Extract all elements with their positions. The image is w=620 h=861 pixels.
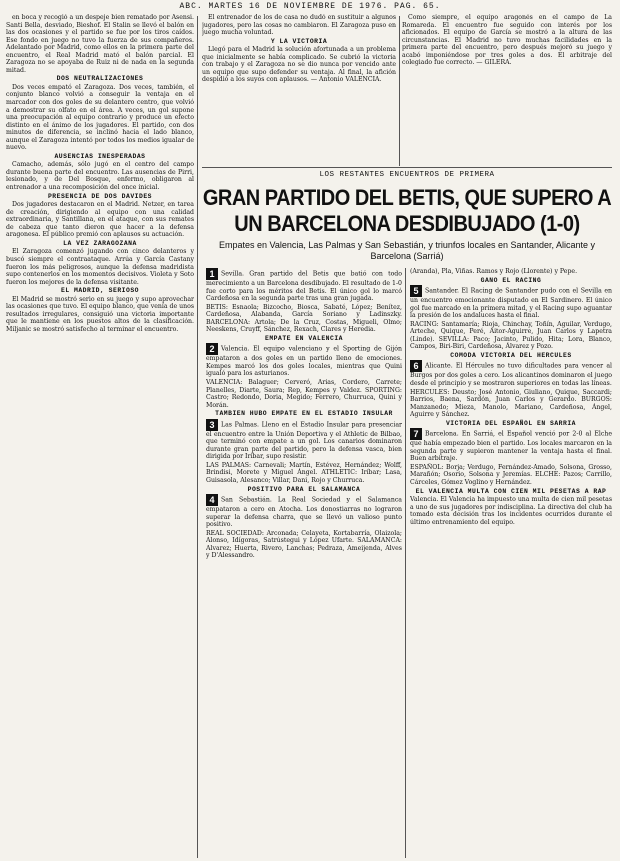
lineups: VALENCIA: Balaguer; Cerveró, Arias, Cordero, Carrete; Planelles, Diarte, Saura; Rep, Kempes y Valdez. SPORTING: Castro; Redondo, Doria, Megido; Ferrero, Churruca, Quini y Morán.: [206, 379, 402, 409]
lineups: BETIS: Esnaola; Bizcocho, Biosca, Sabaté, López; Benítez, Cardeñosa, Alabanda, García Soriano y Ladinszky. BARCELONA: Artola; De la Cruz, Costas, Migueli, Olmo; Neeskens, Cruyff, Sánchez, Rexach, Clares y Heredia.: [206, 303, 402, 334]
subheading: AUSENCIAS INESPERADAS: [54, 152, 146, 160]
paragraph: 6 Alicante. El Hércules no tuvo dificultades para vencer al Burgos por dos goles a cero. Los alicantinos dominaron el juego desde el principio y se mostraron superiores en todas las líneas.: [410, 361, 612, 388]
paragraph: Dos jugadores destacaron en el Madrid. Netzer, en tarea de creación, dirigiendo al equipo con una calidad extraordinaria, y Santillana, en el ataque, con sus remates de cabeza que tanto dieron que hacer a la defensa aragonesa. El público premió con aplausos su actuación.: [6, 201, 194, 239]
paragraph: Camacho, además, sólo jugó en el centro del campo durante buena parte del encuentro. Las ausencias de Pirri, lesionado, y de Del Bosque, enfermo, obligaron al entrenador a una recomposición del once inicial.: [6, 161, 194, 192]
paragraph: 1 Sevilla. Gran partido del Betis que batió con todo merecimiento a un Barcelona desdibujado. El resultado de 1-0 fue corto para los méritos del Betis. El único gol lo marcó Cardeñosa en la segunda parte tras una gran jugada.: [206, 269, 402, 303]
match-number-badge: 2: [206, 343, 218, 355]
paragraph: El Madrid se mostró serio en su juego y supo aprovechar las ocasiones que tuvo. El equipo blanco, que venía de unos resultados irregulares, consiguió una victoria importante que le mantiene en los puestos altos de la clasificación. Miljanic se mostró satisfecho al terminar el encuentro.: [6, 295, 194, 333]
article-column-4: [206, 268, 402, 858]
subheading: LA VEZ ZARAGOZANA: [63, 239, 137, 247]
paragraph: 3 Las Palmas. Lleno en el Estadio Insular para presenciar el encuentro entre la Unión Deportiva y el Athletic de Bilbao, que terminó con empate a un gol. Los canarios dominaron durante gran parte del partido, pero la defensa vasca, bien dirigida por Iríbar, supo resistir.: [206, 419, 402, 461]
match-number-badge: 6: [410, 360, 422, 372]
paragraph: Como siempre, el equipo aragonés en el campo de La Romareda. El encuentro fue seguido con interés por los aficionados. El equipo de García se mostró a la altura de las circunstancias. El Madrid no tuvo muchas facilidades en la primera parte del encuentro, pero después mejoró su juego y acabó imponiéndose por tres goles a dos. El arbitraje del colegiado fue correcto. — GILERA.: [402, 14, 612, 67]
subheading: EL VALENCIA MULTA CON CIEN MIL PESETAS A RAP: [415, 487, 607, 495]
subheading: EMPATE EN VALENCIA: [264, 334, 344, 342]
match-number-badge: 5: [410, 285, 422, 297]
subheading: POSITIVO PARA EL SALAMANCA: [247, 485, 361, 493]
section-kicker: LOS RESTANTES ENCUENTROS DE PRIMERA: [319, 171, 495, 179]
subheading: Y LA VICTORIA: [270, 37, 328, 45]
subheadline: Empates en Valencia, Las Palmas y San Sebastián, y triunfos locales en Santander, Alicante y Barcelona (Sarriá): [218, 240, 596, 261]
paragraph: en boca y recogió a un despeje bien rematado por Asensi. Santi Bella, desviado, Bieshof. El Stalin se llevó el balón en las dos ocasiones y el partido se fue por los tiros caídos. Ese fondo en juego no tuvo la fuerza de sus compañeros. Adelantado por Madrid, como ellos en la primera parte del encuentro, el Real Madrid mató el balón parcial. El Zaragoza no se apoyaba de Ruiz ni de nada en la segunda mitad.: [6, 14, 194, 74]
lineups: REAL SOCIEDAD: Arconada; Celayeta, Kortabarría, Olaizola; Alonso, Idígoras, Satrústegui y López Ufarte. SALAMANCA: Alvarez; Huerta, Rivero, Lanchas; Pedraza, Ameijenda, Alves y D'Alessandro.: [206, 529, 402, 560]
paragraph: Dos veces empató el Zaragoza. Dos veces, también, el conjunto blanco volvió a conseguir la ventaja en el marcador con dos goles de su delantero centro, que volvió a demostrar su olfato en el área. A veces, un gol supone una preocupación al equipo contrario y produce un efecto distinto en el ánimo de los jugadores. El partido, con dos minutos de diferencia, se inclinó hacia el lado blanco, aunque el Zaragoza intentó por todos los medios igualar de nuevo.: [6, 83, 194, 152]
paragraph: 7 Barcelona. En Sarriá, el Español venció por 2-0 al Elche que había empezado bien el partido. Los locales marcaron en la segunda parte y supieron mantener la ventaja hasta el final. Buen arbitraje.: [410, 429, 612, 463]
subheading: COMODA VICTORIA DEL HERCULES: [450, 351, 572, 359]
section-rule: [202, 167, 612, 168]
article-column-2: [202, 14, 396, 164]
column-rule: [197, 16, 198, 858]
paragraph: El Zaragoza comenzó jugando con cinco delanteros y buscó siempre el contraataque. Arrúa y García Castany fueron los más peligrosos, aunque la defensa madridista supo contenerlos en los momentos decisivos. Violeta y Soto fueron los mejores de la defensa visitante.: [6, 248, 194, 286]
column-rule: [399, 16, 400, 166]
lineups: HERCULES: Deusto; José Antonio, Giuliano, Quique, Saccardi; Barrios, Baena, Sardón, Juan Carlos y Gerardo. BURGOS: Manzanedo; Mieza, Manolo, Mariano, Cardeñosa, Ángel, Aguirre y Sánchez.: [410, 388, 612, 419]
subheading: PRESENCIA DE DOS DAVIDES: [47, 192, 153, 200]
match-number-badge: 3: [206, 419, 218, 431]
lineups: (Aranda), Pla, Viñas. Ramos y Rojo (Llorente) y Pepe.: [410, 268, 578, 275]
paragraph: 2 Valencia. El equipo valenciano y el Sporting de Gijón empataron a dos goles en un partido lleno de emociones. Kempes marcó los dos goles locales, mientras que Quini igualó para los asturianos.: [206, 344, 402, 378]
subheading: DOS NEUTRALIZACIONES: [56, 75, 144, 83]
paragraph: El entrenador de los de casa no dudó en sustituir a algunos jugadores, pero las cosas no cambiaron. El Zaragoza puso en juego mucha voluntad.: [202, 14, 396, 37]
subheading: TAMBIEN HUBO EMPATE EN EL ESTADIO INSULAR: [215, 410, 393, 418]
column-rule: [405, 268, 406, 858]
page-header: ABC. MARTES 16 DE NOVIEMBRE DE 1976. PAG. 65.: [179, 2, 441, 11]
headline: GRAN PARTIDO DEL BETIS, QUE SUPERO A UN BARCELONA DESDIBUJADO (1-0): [202, 186, 612, 237]
lineups: ESPAÑOL: Borja; Verdugo, Fernández-Amado, Solsona, Grosso, Marañón; Osorio, Solsona y Jeremías. ELCHE: Pazos; Carrillo, Cárceles, Gómez Voglino y Hernández.: [410, 463, 612, 487]
lineups: LAS PALMAS: Carnevali; Martín, Estévez, Hernández; Wolff, Brindisi, Morete y Miguel Ángel. ATHLETIC: Iríbar; Lasa, Guisasola, Alesanco; Villar, Dani, Rojo y Churruca.: [206, 461, 402, 485]
lineups: RACING: Santamaría; Rioja, Chinchay, Toñín, Aguilar, Verdugo, Arteche, Quique, Peré, Aitor-Aguirre, Juan Carlos y Lapetra (Linde). SEVILLA: Paco; Jacinto, Pulido, Hita; Lora, Blanco, Campos, Biri-Biri, Cardeñosa, Álvarez y Pozo.: [410, 320, 612, 351]
subheading: GANO EL RACING: [480, 276, 542, 284]
match-number-badge: 1: [206, 268, 218, 280]
paragraph: 4 San Sebastián. La Real Sociedad y el Salamanca empataron a cero en Atocha. Los donostiarras no lograron superar la defensa charra, que se llevó un valioso punto positivo.: [206, 495, 402, 529]
article-column-5: [410, 268, 612, 858]
paragraph: Llegó para el Madrid la solución afortunada a un problema que inicialmente se había complicado. Se cubrió la victoria con trabajo y el Zaragoza no se dio nunca por vencido ante un equipo que supo defender su ventaja. Al final, la afición despidió a los suyos con aplausos. — Antonio VALENCIA.: [202, 46, 396, 84]
match-number-badge: 4: [206, 494, 218, 506]
paragraph: Valencia. El Valencia ha impuesto una multa de cien mil pesetas a uno de sus jugadores por indisciplina. La directiva del club ha tomado esta decisión tras los incidentes ocurridos durante el último entrenamiento del equipo.: [410, 496, 612, 526]
subheading: VICTORIA DEL ESPAÑOL EN SARRIA: [445, 419, 577, 427]
subheading: EL MADRID, SERIOSO: [60, 287, 140, 295]
match-number-badge: 7: [410, 428, 422, 440]
paragraph: 5 Santander. El Racing de Santander pudo con el Sevilla en un encuentro emocionante disputado en El Sardinero. El único gol fue marcado en la primera mitad, y el Racing supo aguantar la presión de los andaluces hasta el final.: [410, 286, 612, 320]
article-column-3: [402, 14, 612, 164]
article-column-1: [6, 14, 194, 859]
